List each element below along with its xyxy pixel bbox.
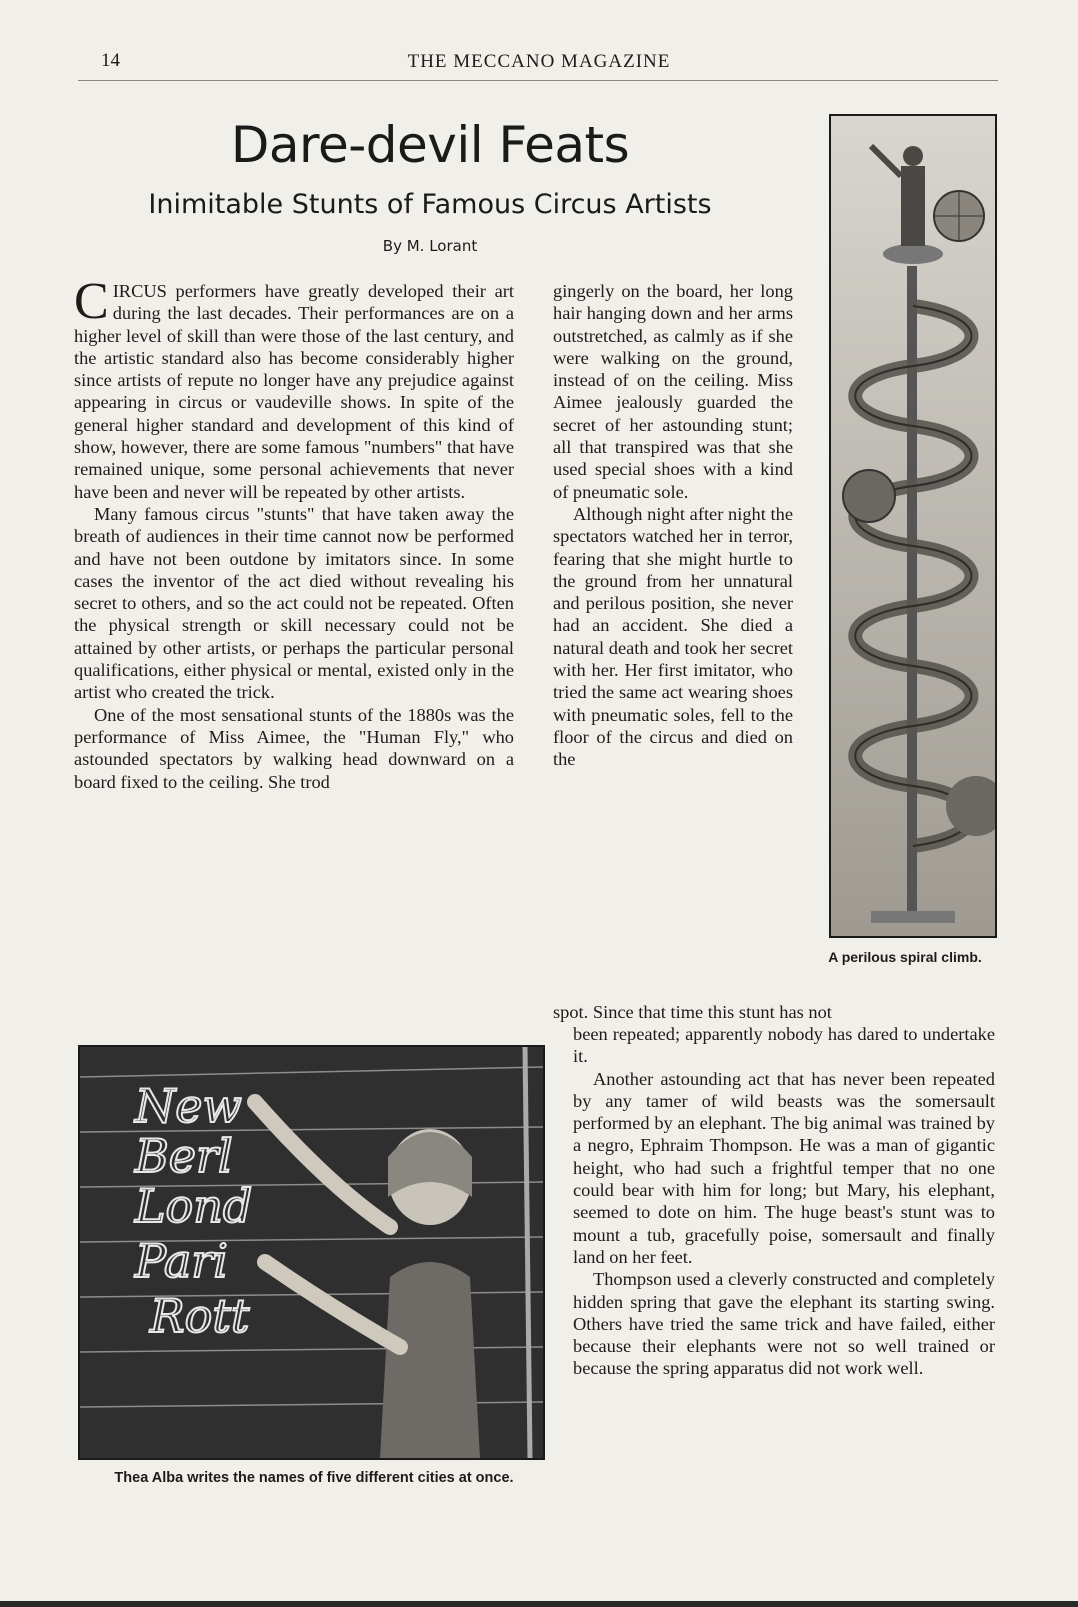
chalk-word: Pari [135, 1234, 229, 1288]
column-3-first-line [553, 1001, 995, 1023]
column-2 [553, 280, 793, 771]
page-bottom-edge [0, 1601, 1078, 1607]
paragraph: One of the most sensational stunts of the 1880s was the performance of Miss Aimee, the "Human Fly," who astounded spectators by walking head downward on a board fixed to the ceiling. She trod [74, 704, 514, 792]
chalk-word: New [135, 1079, 242, 1133]
paragraph: Another astounding act that has never been repeated by any tamer of wild beasts was the somersault performed by an elephant. The big animal was trained by a negro, Ephraim Thompson. He was a man of gigantic height, who had such a frightful temper that no one could bear with him for long; but Mary, his elephant, seemed to dote on him. The huge beast's stunt was to mount a tub, gracefully poise, somersault and finally land on her feet. [573, 1068, 995, 1267]
column-1 [74, 273, 514, 793]
paragraph: Many famous circus "stunts" that have taken away the breath of audiences in their time cannot now be performed and have not been outdone by imitators since. In some cases the inventor of the act died without revealing his secret to others, and so the act could not be repeated. Often the physical strength or skill necessary could not be attained by other artists, or perhaps the particular personal qualifications, either physical or mental, existed only in the artist who created the trick. [74, 503, 514, 703]
spiral-photo-caption: A perilous spiral climb. [828, 949, 982, 965]
spiral-climb-photo [829, 114, 997, 938]
chalk-word: Lond [135, 1179, 253, 1233]
thea-alba-caption: Thea Alba writes the names of five different cities at once. [114, 1470, 514, 1486]
thea-alba-photo [78, 1045, 545, 1460]
header-rule [78, 80, 998, 81]
paragraph: gingerly on the board, her long hair hanging down and her arms outstretched, as calmly as if she were walking on the ground, instead of on the ceiling. Miss Aimee jealously guarded the secret of her astounding stunt; all that transpired was that she used special shoes with a kind of pneumatic sole. [553, 281, 793, 502]
byline: By M. Lorant [382, 237, 478, 255]
column-3 [573, 1023, 995, 1380]
chalk-word: Rott [150, 1289, 250, 1343]
paragraph: been repeated; apparently nobody has dared to undertake it. [573, 1024, 995, 1067]
article-subtitle: Inimitable Stunts of Famous Circus Artists [148, 189, 712, 220]
page-number: 14 [101, 50, 120, 71]
drop-cap: C [74, 273, 109, 330]
paragraph: Although night after night the spectators watched her in terror, fearing that she might hurtle to the ground from her unnatural and perilous position, she never had an accident. She died a natural death and took her secret with her. Her first imitator, who tried the same act wearing shoes with pneumatic soles, fell to the floor of the circus and died on the [553, 503, 793, 770]
article-title: Dare-devil Feats [230, 116, 630, 174]
running-head: THE MECCANO MAGAZINE [407, 51, 671, 72]
chalkboard-illustration [80, 1047, 543, 1458]
chalk-word: Berl [135, 1129, 233, 1183]
paragraph: spot. Since that time this stunt has not [553, 1002, 832, 1022]
paragraph: CIRCUS performers have greatly developed their art during the last decades. Their performances are on a higher level of skill than were those of the last century, and the artistic standard also has become considerably higher since artists of repute no longer have any prejudice against appearing in circus or vaudeville shows. In spite of the general higher standard and development of this kind of show, however, there are some famous "numbers" that have remained unique, some personal achievements that never have been and never will be repeated by other artists. [74, 273, 514, 502]
spiral-illustration [831, 116, 995, 936]
paragraph: Thompson used a cleverly constructed and completely hidden spring that gave the elephant its starting swing. Others have tried the same trick and have failed, either because their elephants were not so well trained or because the spring apparatus did not work well. [573, 1269, 995, 1379]
